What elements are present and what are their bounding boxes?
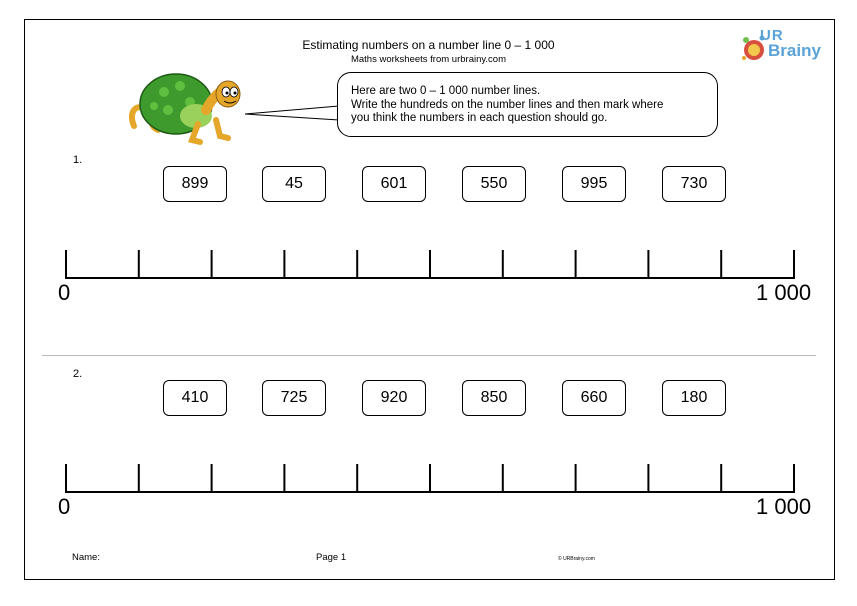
- tortoise-mascot: [128, 64, 248, 146]
- page-title: Estimating numbers on a number line 0 – 1 000: [302, 38, 555, 52]
- instruction-line-1: Here are two 0 – 1 000 number lines.: [351, 85, 541, 97]
- number-box: 725: [262, 380, 326, 416]
- page-number: Page 1: [316, 552, 347, 563]
- number-line-2-end: 1 000: [756, 494, 812, 519]
- number-box: 180: [662, 380, 726, 416]
- instruction-line-3: you think the numbers in each question should go.: [351, 112, 608, 124]
- number-box: 920: [362, 380, 426, 416]
- instruction-speech-bubble: [337, 72, 718, 137]
- number-box: 550: [462, 166, 526, 202]
- number-box: 850: [462, 380, 526, 416]
- number-box: 995: [562, 166, 626, 202]
- number-box: 601: [362, 166, 426, 202]
- number-box: 45: [262, 166, 326, 202]
- number-box: 410: [163, 380, 227, 416]
- number-line-1-start: 0: [58, 280, 71, 305]
- number-line-2-start: 0: [58, 494, 71, 519]
- number-box: 660: [562, 380, 626, 416]
- number-line-2[interactable]: [60, 462, 800, 502]
- instruction-line-2: Write the hundreds on the number lines and then mark where: [351, 98, 664, 111]
- question-1-label: 1.: [73, 154, 83, 166]
- section-divider: [42, 355, 816, 356]
- speech-bubble-tail: [245, 104, 341, 124]
- number-line-1[interactable]: [60, 248, 800, 288]
- number-box: 899: [163, 166, 227, 202]
- page-subtitle: Maths worksheets from urbrainy.com: [350, 54, 507, 65]
- question-2-label: 2.: [73, 368, 83, 380]
- copyright-text: © URBrainy.com: [558, 556, 595, 562]
- logo-text-ur: UR: [760, 27, 784, 44]
- number-line-1-end: 1 000: [756, 280, 812, 305]
- number-box: 730: [662, 166, 726, 202]
- name-label: Name:: [72, 552, 100, 563]
- logo-text-brainy: Brainy: [768, 41, 821, 60]
